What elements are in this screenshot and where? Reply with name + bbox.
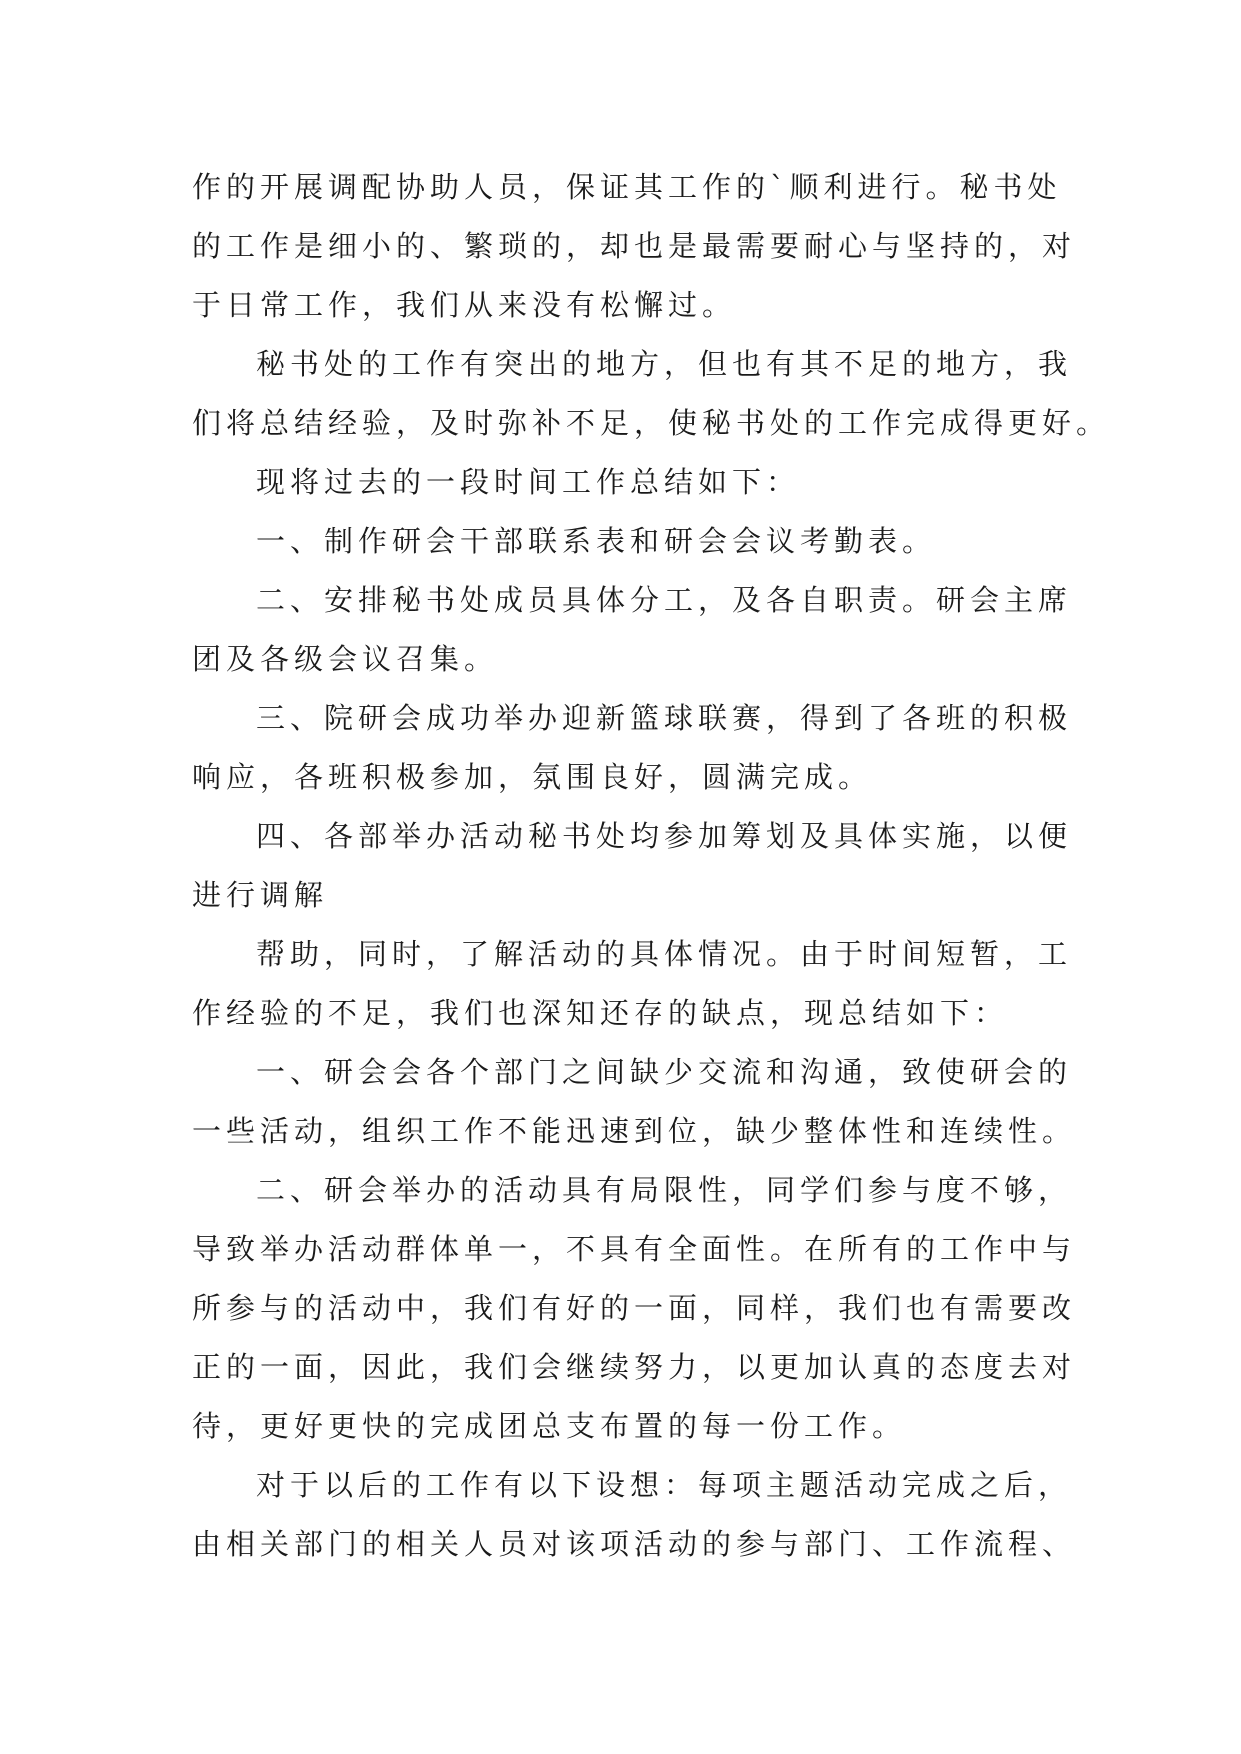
text-line: 所参与的活动中，我们有好的一面，同样，我们也有需要改: [192, 1291, 1077, 1325]
text-line: 导致举办活动群体单一，不具有全面性。在所有的工作中与: [192, 1232, 1077, 1266]
text-line: 秘书处的工作有突出的地方，但也有其不足的地方，我: [256, 347, 1073, 381]
text-line: 们将总结经验，及时弥补不足，使秘书处的工作完成得更好。: [192, 406, 1111, 440]
text-line: 一、制作研会干部联系表和研会会议考勤表。: [256, 524, 937, 558]
text-line: 二、安排秘书处成员具体分工，及各自职责。研会主席: [256, 583, 1073, 617]
text-line: 进行调解: [192, 878, 329, 912]
text-line: 一、研会会各个部门之间缺少交流和沟通，致使研会的: [256, 1055, 1073, 1089]
text-line: 响应，各班积极参加，氛围良好，圆满完成。: [192, 760, 873, 794]
text-line: 于日常工作，我们从来没有松懈过。: [192, 288, 737, 322]
document-body: [192, 158, 1111, 1574]
text-line: 一些活动，组织工作不能迅速到位，缺少整体性和连续性。: [192, 1114, 1077, 1148]
text-line: 三、院研会成功举办迎新篮球联赛，得到了各班的积极: [256, 701, 1073, 735]
text-line: 作经验的不足，我们也深知还存的缺点，现总结如下：: [192, 996, 1009, 1030]
text-line: 帮助，同时，了解活动的具体情况。由于时间短暂，工: [256, 937, 1073, 971]
text-line: 正的一面，因此，我们会继续努力，以更加认真的态度去对: [192, 1350, 1077, 1384]
text-line: 由相关部门的相关人员对该项活动的参与部门、工作流程、: [192, 1527, 1077, 1561]
text-line: 四、各部举办活动秘书处均参加筹划及具体实施，以便: [256, 819, 1073, 853]
text-line: 团及各级会议召集。: [192, 642, 499, 676]
text-line: 对于以后的工作有以下设想：每项主题活动完成之后，: [256, 1468, 1073, 1502]
text-line: 的工作是细小的、繁琐的，却也是最需要耐心与坚持的，对: [192, 229, 1077, 263]
text-line: 作的开展调配协助人员，保证其工作的`顺利进行。秘书处: [192, 170, 1062, 204]
text-line: 待，更好更快的完成团总支布置的每一份工作。: [192, 1409, 907, 1443]
text-line: 现将过去的一段时间工作总结如下：: [256, 465, 801, 499]
text-line: 二、研会举办的活动具有局限性，同学们参与度不够，: [256, 1173, 1073, 1207]
